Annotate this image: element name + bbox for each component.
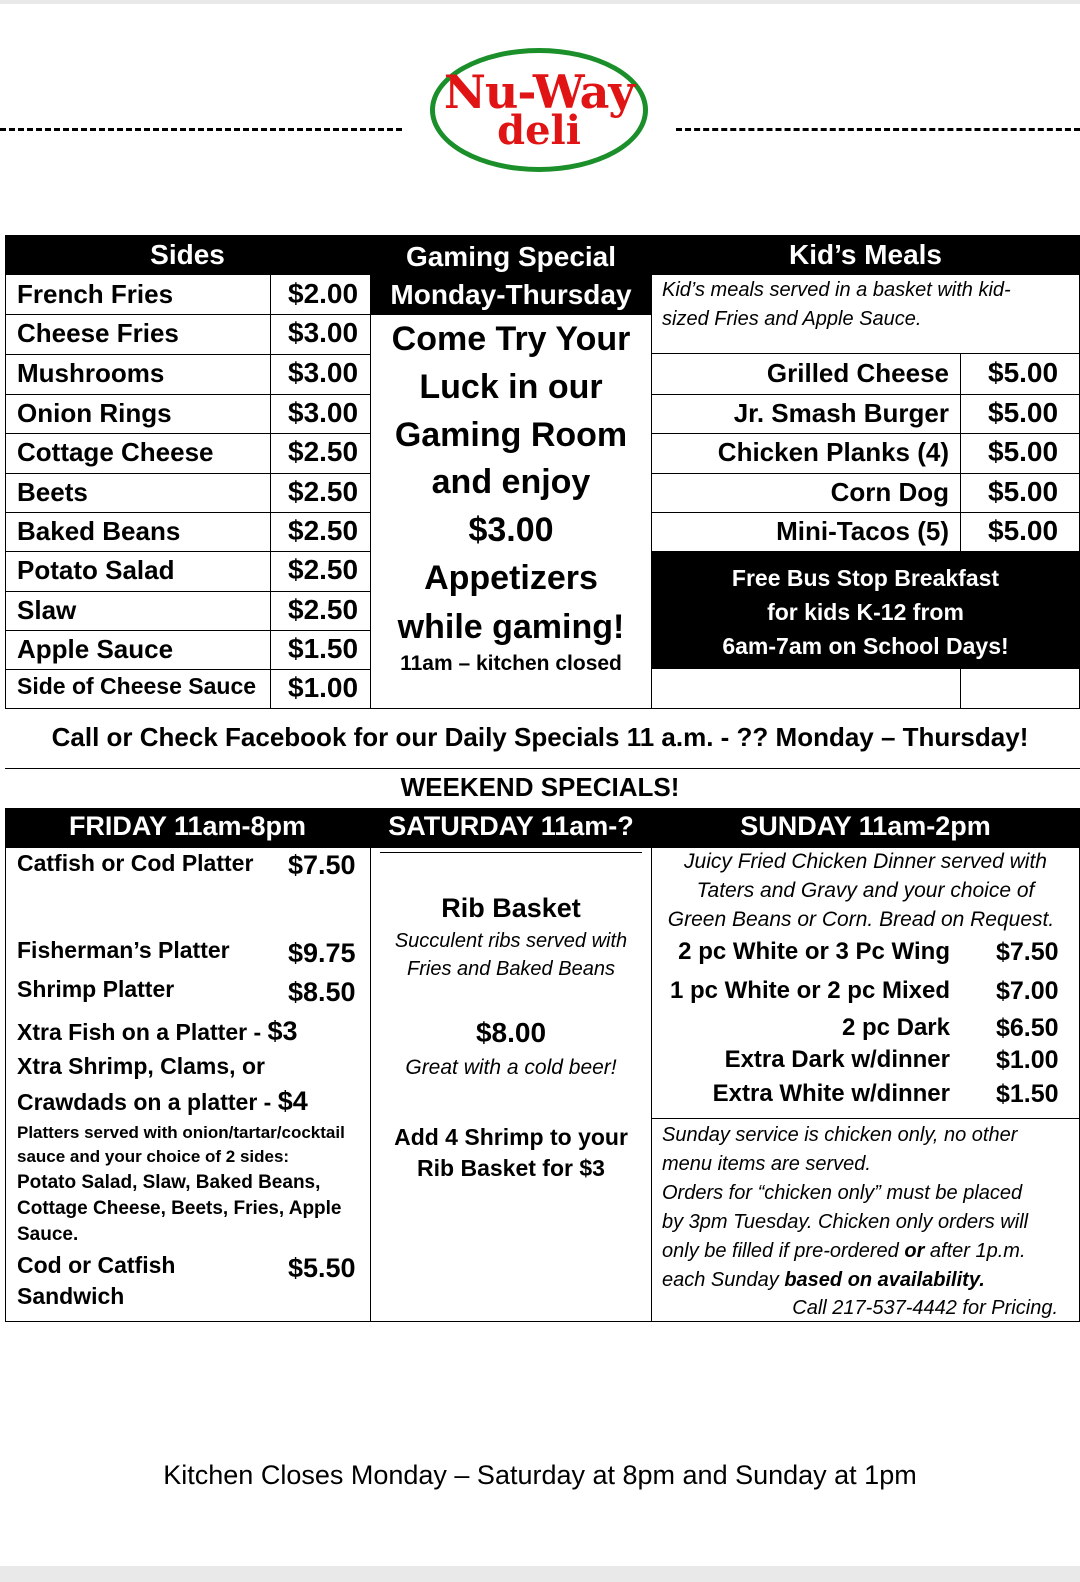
sides-row-divider [5,512,370,513]
side-item-name: Onion Rings [17,398,172,428]
kids-item-name: Jr. Smash Burger [733,398,949,428]
kids-item-price: $5.00 [988,357,1059,388]
daily-specials-text: Call or Check Facebook for our Daily Specials 11 a.m. - ?? Monday – Thursday! [51,722,1029,752]
sides-row-divider [5,394,370,395]
platter-sides-line1: Potato Salad, Slaw, Baked Beans, [17,1172,321,1193]
friday-item-price: $9.75 [288,938,356,968]
sunday-item-price: $1.00 [996,1046,1059,1074]
right-dashed-rule [676,128,1080,131]
saturday-top-rule [380,852,642,853]
sunday-call-for-pricing: Call 217-537-4442 for Pricing. [792,1297,1058,1319]
side-item-name: Baked Beans [17,516,181,546]
platter-note-line2: sauce and your choice of 2 sides: [17,1147,290,1166]
side-item-name: Slaw [17,595,77,625]
kids-header: Kid’s Meals [651,235,1080,275]
friday-item-price: $7.50 [288,850,356,880]
side-item-price: $3.00 [288,357,359,388]
logo-line1: Nu-Way [443,65,635,119]
orders-line3-or: or [904,1240,925,1262]
side-item-name: Cheese Fries [17,318,179,348]
rib-basket-tagline: Great with a cold beer! [405,1056,617,1079]
side-item-price: $2.50 [288,436,359,467]
kids-row-divider [651,433,1080,434]
side-item-price: $1.00 [288,672,359,703]
friday-item-name: Fisherman’s Platter [17,937,230,963]
sides-row-divider [5,630,370,631]
kids-item-name: Chicken Planks (4) [717,437,949,467]
side-item-price: $2.00 [288,278,359,309]
gaming-promo-line: Luck in our [419,368,603,406]
bottom-edge [0,1566,1080,1582]
side-item-name: Potato Salad [17,555,175,585]
kids-row-divider [651,394,1080,395]
gaming-header-block [371,235,651,315]
left-dashed-rule [0,128,402,131]
friday-item-price: $8.50 [288,977,356,1007]
sunday-desc-line2: Taters and Gravy and your choice of [696,879,1035,902]
kids-description-line2: sized Fries and Apple Sauce. [662,308,922,330]
shrimp-addon-line2: Rib Basket for $3 [417,1155,605,1181]
friday-item-name: Shrimp Platter [17,976,175,1002]
gaming-header: Gaming Special [405,241,617,272]
kids-item-name: Grilled Cheese [766,358,949,388]
platter-note-line1: Platters served with onion/tartar/cocktail [17,1123,345,1142]
kids-row-divider [651,512,1080,513]
sides-row-divider [5,591,370,592]
kids-item-price: $5.00 [988,397,1059,428]
sunday-item-name: 2 pc White or 3 Pc Wing [678,938,950,965]
orders-line3-a: only be filled if pre-ordered [662,1240,905,1262]
sandwich-price: $5.50 [288,1253,356,1283]
side-item-name: Beets [17,477,88,507]
sunday-note-line1: Sunday service is chicken only, no other [662,1124,1018,1146]
sunday-item-name: 1 pc White or 2 pc Mixed [669,977,950,1004]
side-item-price: $2.50 [288,476,359,507]
orders-line4-a: each Sunday [662,1269,785,1291]
sandwich-line2: Sandwich [17,1283,125,1309]
sunday-item-price: $6.50 [996,1014,1059,1042]
xtra-fish-line [17,1016,298,1047]
side-item-name: Apple Sauce [17,634,174,664]
xtra-shrimp-line1: Xtra Shrimp, Clams, or [17,1053,265,1079]
side-item-price: $2.50 [288,594,359,625]
gaming-promo-line: while gaming! [397,608,625,646]
weekend-specials-title: WEEKEND SPECIALS! [400,772,680,802]
sides-price-divider [270,275,271,709]
side-item-price: $2.50 [288,515,359,546]
sides-row-divider [5,473,370,474]
breakfast-line-2: for kids K-12 from [767,599,964,625]
kids-table-top [651,353,1080,354]
gaming-promo-line: and enjoy [431,463,591,501]
side-item-name: French Fries [17,279,174,309]
sunday-header: SUNDAY 11am-2pm [740,811,991,841]
sunday-item-price: $7.00 [996,977,1059,1005]
kids-item-price: $5.00 [988,515,1059,546]
kids-item-name: Mini-Tacos (5) [776,516,949,546]
platter-sides-line2: Cottage Cheese, Beets, Fries, Apple [17,1198,342,1219]
gaming-subheader: Monday-Thursday [390,279,632,310]
sides-row-divider [5,551,370,552]
gaming-note: 11am – kitchen closed [400,652,622,675]
sunday-item-name: Extra White w/dinner [712,1080,950,1107]
sunday-item-price: $1.50 [996,1080,1059,1108]
kids-row-divider [651,473,1080,474]
sides-row-divider [5,354,370,355]
side-item-price: $3.00 [288,397,359,428]
kids-description-line1: Kid’s meals served in a basket with kid- [662,279,1011,301]
side-item-name: Cottage Cheese [17,437,214,467]
saturday-header: SATURDAY 11am-? [388,811,634,841]
sandwich-line1: Cod or Catfish [17,1252,176,1278]
sunday-orders-line4 [662,1269,985,1292]
xtra-fish-price: $3 [267,1016,298,1046]
rib-basket-desc-line1: Succulent ribs served with [394,930,628,952]
rib-basket-title: Rib Basket [441,893,581,923]
xtra-shrimp-label: Crawdads on a platter - [17,1089,278,1115]
kids-item-price: $5.00 [988,476,1059,507]
gaming-promo-line: $3.00 [468,511,554,549]
gaming-promo-line: Gaming Room [394,416,628,454]
friday-item-name: Catfish or Cod Platter [17,850,254,876]
gaming-promo-line: Appetizers [424,559,598,597]
orders-line3-c: after 1p.m. [924,1240,1026,1262]
side-item-name: Side of Cheese Sauce [17,673,257,699]
sides-row-divider [5,433,370,434]
xtra-shrimp-price: $4 [277,1086,308,1116]
gaming-promo-line: Come Try Your [391,320,631,358]
side-item-price: $2.50 [288,554,359,585]
top-edge [0,0,1080,4]
sunday-desc-line3: Green Beans or Corn. Bread on Request. [667,908,1055,931]
sunday-desc-line1: Juicy Fried Chicken Dinner served with [684,850,1047,873]
breakfast-line-1: Free Bus Stop Breakfast [731,565,1000,591]
friday-header: FRIDAY 11am-8pm [68,811,307,841]
sunday-orders-line1: Orders for “chicken only” must be placed [662,1182,1023,1204]
kids-item-name: Corn Dog [830,477,949,507]
kitchen-hours-footer: Kitchen Closes Monday – Saturday at 8pm and Sunday at 1pm [163,1460,917,1490]
sides-header: Sides [5,235,370,275]
nu-way-deli-logo [430,48,648,172]
side-item-price: $3.00 [288,317,359,348]
sunday-note-line2: menu items are served. [662,1153,871,1175]
sunday-item-name: Extra Dark w/dinner [724,1046,950,1073]
shrimp-addon-line1: Add 4 Shrimp to your [394,1124,628,1150]
breakfast-line-3: 6am-7am on School Days! [722,633,1009,659]
sunday-orders-line3 [662,1240,1026,1263]
sides-row-divider [5,669,370,670]
xtra-shrimp-line2 [17,1086,308,1117]
kids-item-price: $5.00 [988,436,1059,467]
side-item-price: $1.50 [288,633,359,664]
logo-line2: deli [497,107,581,154]
rib-basket-desc-line2: Fries and Baked Beans [407,958,615,980]
side-item-name: Mushrooms [17,358,165,388]
sunday-item-name: 2 pc Dark [841,1014,950,1041]
rib-basket-price: $8.00 [475,1017,547,1048]
sunday-orders-line2: by 3pm Tuesday. Chicken only orders will [662,1211,1029,1233]
platter-sides-line3: Sauce. [17,1224,79,1245]
orders-line4-b: based on availability. [784,1269,985,1291]
xtra-fish-label: Xtra Fish on a Platter - [17,1019,268,1045]
sunday-rule [651,1118,1080,1119]
sides-row-divider [5,314,370,315]
bus-stop-breakfast-banner [651,551,1080,669]
sunday-item-price: $7.50 [996,938,1059,966]
